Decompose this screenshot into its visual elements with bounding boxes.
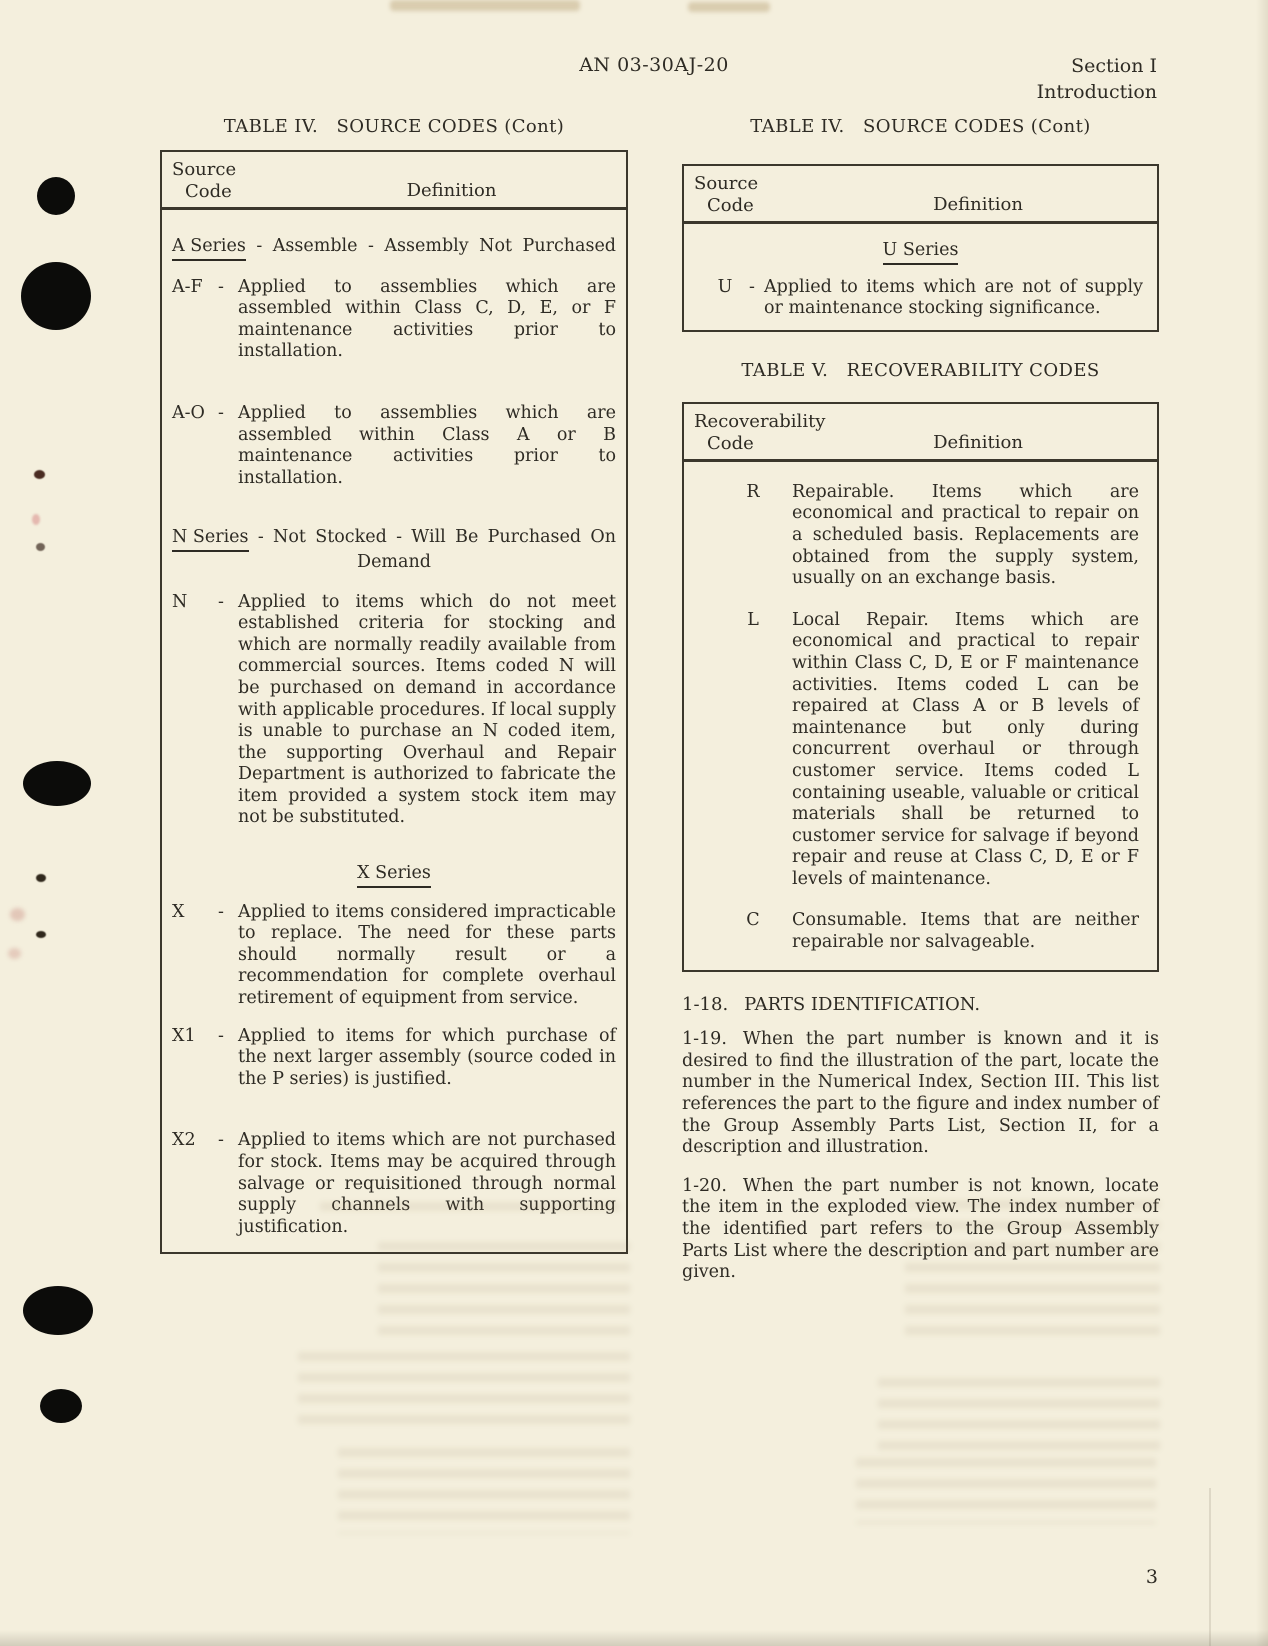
table-row [694, 482, 1147, 590]
paragraph-number: 1-20. [682, 1175, 727, 1196]
paragraph-text: When the part number is known and it is desired to find the illustration of the part, locate the number in the Numerical Index, Section III. This list references the part to the figure and index number of the Group Assembly Parts List, Section II, for a description and illustration. [682, 1029, 1159, 1158]
table-iv-right-title: TABLE IV. SOURCE CODES (Cont) [750, 116, 1091, 137]
column-header-definition: Definition [933, 431, 1023, 453]
right-column [682, 116, 1159, 1284]
table-row [694, 277, 1147, 320]
table-row [694, 910, 1147, 953]
binder-hole-mark [37, 177, 75, 215]
section-heading [1037, 53, 1157, 105]
table-iv-left-title: TABLE IV. SOURCE CODES (Cont) [223, 116, 565, 137]
table-row [172, 277, 616, 363]
table-iv-right-body [684, 240, 1157, 320]
x-series-heading [172, 863, 616, 888]
column-header-definition: Definition [933, 194, 1023, 215]
definition-text: Applied to items which are not of supply or maintenance stocking significance. [764, 276, 1143, 319]
table-iv-left [160, 150, 628, 1254]
bleed-through-artifact [320, 1202, 620, 1218]
x-series-label: X Series [357, 863, 431, 888]
n-series-text-line2: Demand [357, 551, 431, 572]
ink-speck [32, 514, 40, 525]
definition-text: Applied to assemblies which are assembled within Class C, D, E, or F maintenance activities prior to installation. [238, 276, 616, 362]
definition-text: Repairable. Items which are economical and practical to repair on a scheduled basis. Replacements are obtained from the supply system, usually on an exchange basis. [792, 481, 1139, 589]
table-iv-left-header [162, 152, 626, 210]
ink-speck [36, 874, 46, 882]
heading-text: PARTS IDENTIFICATION. [744, 993, 981, 1015]
subsection-label: Introduction [1036, 81, 1157, 103]
definition-text: Consumable. Items that are neither repairable nor salvageable. [792, 910, 1139, 953]
bleed-through-artifact [905, 1200, 1160, 1340]
table-row [172, 902, 616, 1010]
binder-hole-mark [23, 761, 91, 806]
table-v [682, 402, 1159, 972]
bleed-through-artifact [856, 1458, 1156, 1524]
ink-speck [10, 908, 25, 921]
table-iv-right-header [684, 166, 1157, 224]
table-row [172, 592, 616, 830]
column-header-code: Code [185, 181, 232, 202]
binder-hole-mark [40, 1389, 82, 1423]
ink-speck [34, 470, 45, 479]
binder-hole-mark [23, 1286, 93, 1335]
definition-text: Applied to items considered impracticable to replace. The need for these parts should normally result or a recommendation for complete overhaul retirement of equipment from service. [238, 901, 616, 1009]
bleed-through-artifact [338, 1448, 630, 1534]
table-row [172, 403, 616, 489]
table-row [694, 610, 1147, 891]
ink-speck [36, 931, 46, 938]
table-v-body [684, 482, 1157, 954]
scan-edge-shadow [1256, 0, 1268, 1646]
dash-separator: - [218, 1130, 224, 1151]
ink-speck [8, 948, 21, 959]
table-v-header [684, 404, 1157, 462]
column-header-source: Source [172, 159, 237, 180]
ink-speck [36, 543, 45, 551]
dash-separator: - [218, 591, 224, 612]
bleed-through-artifact [298, 1352, 630, 1430]
table-row [172, 1026, 616, 1091]
table-row [172, 1130, 616, 1238]
paragraph-text: When the part number is not known, locate the item in the exploded view. The index number of the identified part refers to the Group Assembly Parts List where the description and part number are given. [682, 1175, 1159, 1283]
definition-text: Local Repair. Items which are economical and practical to repair within Class C, D, E or F maintenance activities. Items coded L can be repaired at Class A or B levels of maintenance but only during concurrent overhaul or through customer service. Items coded L containing useable, valuable or critical materials shall be returned to customer service for salvage if beyond repair and reuse at Class C, D, E or F levels of maintenance. [792, 609, 1139, 889]
bleed-through-artifact [878, 1378, 1160, 1450]
section-label: Section I [1071, 55, 1157, 77]
bleed-through-artifact [378, 1242, 630, 1342]
table-iv-right [682, 164, 1159, 332]
source-code: X1 [172, 1025, 196, 1046]
dash-separator: - [749, 276, 755, 297]
column-header-definition: Definition [406, 180, 497, 201]
n-series-heading [172, 527, 616, 573]
paragraph-number: 1-18. [682, 993, 729, 1015]
n-series-text: - Not Stocked - Will Be Purchased On [248, 527, 616, 548]
definition-text: Applied to items for which purchase of the next larger assembly (source coded in the P series) is justified. [238, 1025, 616, 1089]
paragraph-number: 1-19. [682, 1029, 727, 1050]
scan-smudge [390, 0, 580, 11]
dash-separator: - [218, 276, 224, 297]
dash-separator: - [218, 1025, 224, 1046]
page-fold-line [1209, 1488, 1211, 1646]
column-header-source: Source [694, 173, 759, 194]
dash-separator: - [218, 402, 224, 423]
definition-text: Applied to items which are not purchased for stock. Items may be acquired through salvage or requisitioned through normal supply channels with supporting justification. [238, 1130, 616, 1237]
column-header-recoverability: Recoverability [694, 410, 826, 432]
source-code: A-F [172, 276, 203, 297]
page-number: 3 [1145, 1566, 1158, 1588]
definition-text: Applied to assemblies which are assembled within Class A or B maintenance activities prior to installation. [238, 402, 616, 488]
dash-separator: - [218, 901, 224, 922]
a-series-text: - Assemble - Assembly Not Purchased [245, 236, 616, 256]
heading-parts-identification [682, 994, 1159, 1016]
u-series-label: U Series [883, 240, 959, 265]
paragraph-1-19 [682, 1029, 1159, 1159]
source-code: X2 [172, 1130, 196, 1151]
recoverability-code: R [746, 481, 760, 502]
recoverability-code: L [747, 609, 759, 630]
definition-text: Applied to items which do not meet established criteria for stocking and which are normally readily available from commercial sources. Items coded N will be purchased on demand in accordance with applicable procedures. If local supply is unable to purchase an N coded item, the supporting Overhaul and Repair Department is authorized to fabricate the item provided a system stock item may not be substituted. [238, 591, 616, 828]
scan-smudge [688, 2, 770, 12]
n-series-label: N Series [172, 527, 249, 552]
source-code: A-O [172, 402, 205, 423]
a-series-label: A Series [172, 236, 246, 261]
a-series-heading [172, 236, 616, 261]
column-header-code: Code [707, 432, 754, 454]
source-code: N [172, 591, 188, 612]
document-number: AN 03-30AJ-20 [579, 54, 729, 76]
column-header-code: Code [707, 195, 754, 216]
left-column [160, 116, 628, 1254]
source-code: X [172, 901, 185, 922]
table-v-title: TABLE V. RECOVERABILITY CODES [741, 359, 1100, 381]
source-code: U [717, 276, 733, 297]
binder-hole-mark [21, 262, 91, 330]
u-series-heading [694, 240, 1147, 265]
recoverability-code: C [746, 910, 760, 931]
scan-edge-shadow [0, 1630, 1268, 1646]
table-iv-left-body [162, 236, 626, 1238]
